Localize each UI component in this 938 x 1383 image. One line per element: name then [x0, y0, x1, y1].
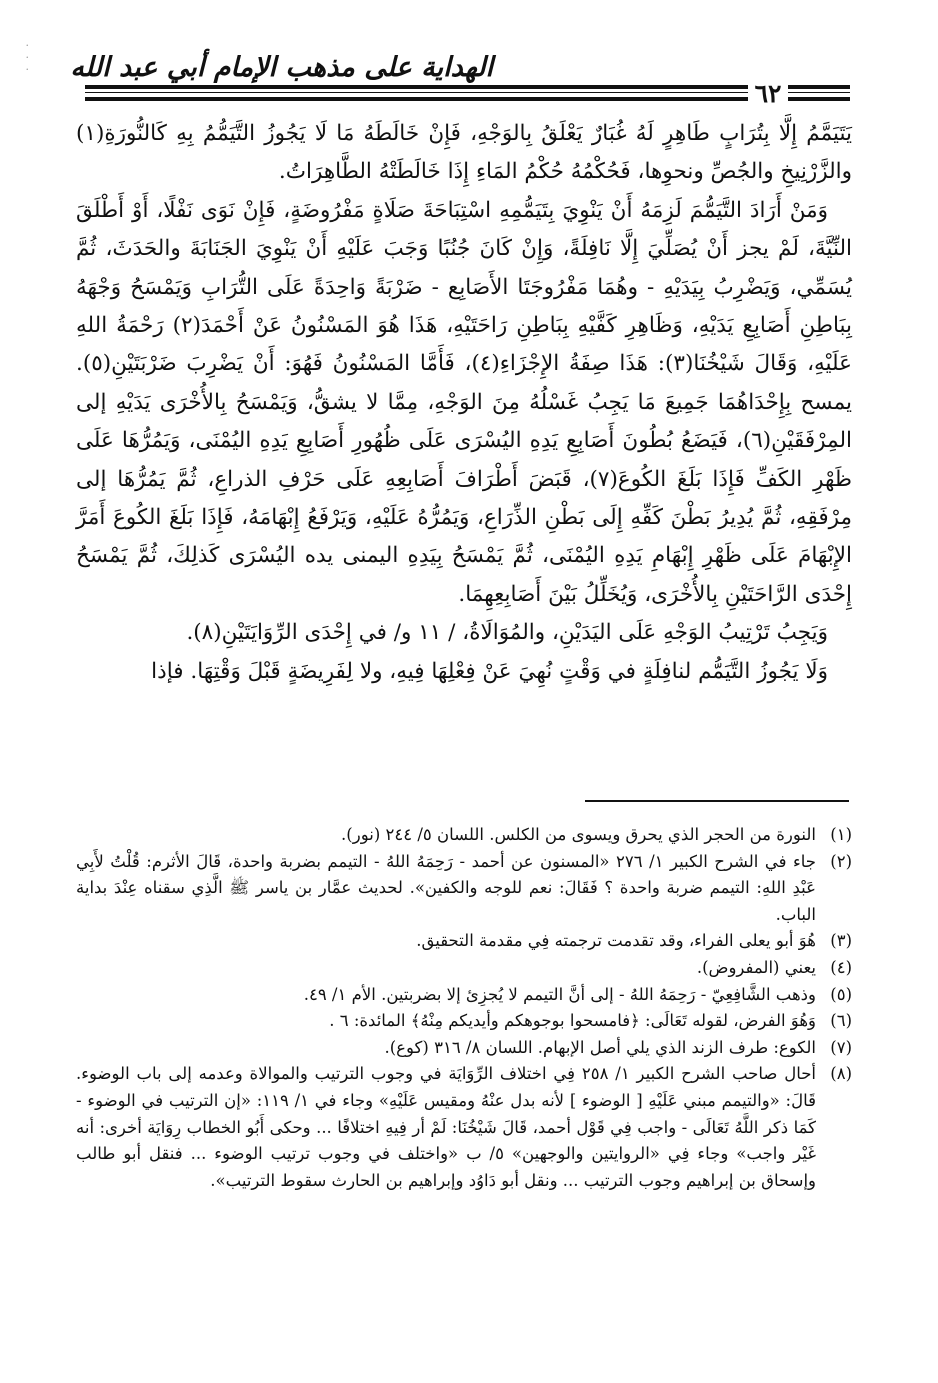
paragraph: يَتَيَمَّمُ إِلَّا بِتُرَابٍ طَاهِرٍ لَهُ غُبَارٌ يَعْلَقُ بِالوَجْهِ، فَإِنْ خَالَطَهُ مَا لَا يَجُوزُ التَّيَمُّمُ بِهِ كَالنُّورَةِ(١) والزَّرْنِيخِ والجُصِّ ونحوِها، فَحُكْمُهُ حُكْمُ المَاءِ إِذَا خَالَطَتْهُ الطَّاهِرَاتُ.: [76, 121, 852, 185]
footnote-text: وَهُوَ الفرض، لقوله تَعَالَى: ﴿فامسحوا بوجوهكم وأيديكم مِنْهُ﴾ المائدة: ٦ .: [329, 1011, 816, 1031]
footnote-text: يعني (المفروض).: [696, 957, 816, 977]
footnote-number: (٣): [830, 931, 852, 951]
footnote: [76, 1061, 852, 1194]
footnote: [76, 822, 852, 849]
footnote-number: (٨): [830, 1064, 852, 1084]
footnote-number: (٦): [830, 1011, 852, 1031]
footnote-number: (٧): [830, 1037, 852, 1057]
footnote: [76, 928, 852, 955]
footnote-text: وذهب الشَّافِعِيّ - رَحِمَهُ اللهُ - إلى أنَّ التيمم لا يُجزِئ إلا بضربتين. الأم ١/ ٤٩.: [303, 984, 816, 1004]
footnote-text: النورة من الحجر الذي يحرق ويسوى من الكلس. اللسان ٥/ ٢٤٤ (نور).: [341, 825, 816, 844]
paragraph: وَيَجِبُ تَرْتِيبُ الوَجْهِ عَلَى اليَدَيْنِ، والمُوَالَاةُ، / ١١ و/ في إِحْدَى الرِّوَايَتَيْنِ(٨).: [186, 620, 828, 646]
footnote-separator: [585, 800, 849, 802]
running-title: الهداية على مذهب الإمام أبي عبد الله: [70, 52, 493, 83]
header-rule-middle: [85, 92, 850, 93]
paragraph: وَمَنْ أَرَادَ التَّيَمُّمَ لَزِمَهُ أَنْ يَنْوِيَ بِتَيَمُّمِهِ اسْتِبَاحَةَ صَلَاةٍ مَفْرُوضَةٍ، فَإِنْ نَوَى نَفْلًا، أَوْ أَطْلَقَ النِّيَّةَ، لَمْ يجز أَنْ يُصَلِّيَ إِلَّا نَافِلَةً، وَإِنْ كَانَ جُنُبًا وَجَبَ عَلَيْهِ أَنْ يَنْوِيَ الجَنَابَةَ والحَدَثَ، ثُمَّ يُسَمِّي، وَيَضْرِبُ بِيَدَيْهِ - وهُمَا مَفْرُوجَتَا الأَصَابِع - ضَرْبَةً وَاحِدَةً عَلَى التُّرَابِ وَيَمْسَحُ وَجْهَهُ بِبَاطِنِ أَصَابِعِ يَدَيْهِ، وَظَاهِرِ كَفَّيْهِ بِبَاطِنِ رَاحَتَيْهِ، هَذَا هُوَ المَسْنُونُ عَنْ أَحْمَدَ(٢) رَحْمَةُ اللهِ عَلَيْهِ، وَقَالَ شَيْخُنَا(٣): هَذَا صِفَةُ الإِجْزَاءِ(٤)، فَأَمَّا المَسْنُونُ فَهُوَ: أَنْ يَضْرِبَ ضَرْبَتَيْنِ(٥). يمسح بِإِحْدَاهُمَا جَمِيعَ مَا يَجِبُ غَسْلُهُ مِنَ الوَجْهِ، مِمَّا لا يشقُّ، وَيَمْسَحُ بِالأُخْرَى يَدَيْهِ إلى المِرْفَقَيْنِ(٦)، فَيَضَعُ بُطُونَ أَصَابِعِ يَدِهِ اليُسْرَى عَلَى ظُهُورِ أَصَابِعِ يَدِهِ اليُمْنَى، وَيَمُرُّهَا عَلَى ظَهْرِ الكَفِّ فَإِذَا بَلَغَ الكُوعَ(٧)، قَبَضَ أَطْرَافَ أَصَابِعِهِ عَلَى حَرْفِ الذراعِ، ثُمَّ يَمُرُّهَا إلى مِرْفَقِهِ، ثُمَّ يُدِيرُ بَطْنَ كَفِّهِ إِلَى بَطْنِ الذِّرَاعِ، وَيَمُرُّهُ عَلَيْهِ، وَيَرْفَعُ إِبْهَامَهُ، فَإِذَا بَلَغَ الكُوعَ أَمَرَّ الإِبْهَامَ عَلَى ظَهْرِ إِبْهَامِ يَدِهِ اليُمْنَى، ثُمَّ يَمْسَحُ بِيَدِهِ اليمنى يده اليُسْرَى كَذلِكَ، ثُمَّ يَمْسَحُ إِحْدَى الرَّاحَتَيْنِ بِالأُخْرَى، وَيُخَلِّلُ بَيْنَ أَصَابِعِهِمَا.: [76, 197, 853, 607]
footnote: [76, 955, 852, 982]
footnote-number: (١): [830, 825, 852, 844]
paragraph: وَلَا يَجُوزُ التَّيَمُّم لنافِلَةٍ في وَقْتٍ نُهِيَ عَنْ فِعْلِهَا فِيهِ، ولا لِفَرِيضَةٍ قَبْلَ وَقْتِهَا. فإذا: [151, 658, 828, 684]
main-text: [76, 115, 852, 691]
page-number: ٦٢: [748, 80, 788, 108]
footnote: [76, 1008, 852, 1035]
footnote-text: أحال صاحب الشرح الكبير ١/ ٢٥٨ فِي اختلاف الرِّوَايَة في وجوب الترتيب والموالاة وعدمه إلى باب الوضوء. قَالَ: «والتيمم مبني عَلَيْهِ [ الوضوء ] لأنه بدل عنْهُ ومقيس عَلَيْهِ» وجاء في ١/ ١١٩: «إن الترتيب في الوضوء - كَمَا ذكر اللَّهُ تَعَالَى - واجب فِي قَوْل أحمد، قَالَ شَيْخُنَا: لَمْ أر فِيهِ اختلافًا ... وحكى أَبُو الخطاب رِوَايَة أخرى: أنه غَيْر واجب» وجاء فِي «الروايتين والوجهين» ٥/ ب «واختلف في وجوب ترتيب الوضوء ... فنقل أبو طالب وإسحاق بن إبراهيم وجوب الترتيب ... ونقل أبو دَاوُد وإبراهيم بن الحارث سقوط الترتيب».: [76, 1064, 817, 1190]
footnote: [76, 849, 852, 929]
footnote: [76, 982, 852, 1009]
footnote-text: جاء في الشرح الكبير ١/ ٢٧٦ «المسنون عن أحمد - رَحِمَهُ اللهُ - التيمم بضربة واحدة، قَالَ الأثرم: قُلْتُ لأَبِي عَبْدِ اللهِ: التيمم ضربة واحدة ؟ فَقَالَ: نعم للوجه والكفين». لحديث عمَّار بن ياسر ﷺ الَّذِي سقناه عِنْدَ بداية الباب.: [76, 851, 816, 924]
header-rule-bottom: [85, 97, 850, 101]
footnotes: [76, 822, 852, 1194]
footnote-text: هُوَ أبو يعلى الفراء، وقد تقدمت ترجمته فِي مقدمة التحقيق.: [416, 931, 816, 951]
footnote-number: (٢): [830, 851, 852, 871]
header-rule-top: [85, 85, 850, 89]
footnote-number: (٥): [830, 984, 852, 1004]
footnote-number: (٤): [830, 957, 852, 977]
footnote: [76, 1035, 852, 1062]
scan-margin-mark: · · ·: [25, 39, 29, 76]
footnote-text: الكوع: طرف الزند الذي يلي أصل الإبهام. اللسان ٨/ ٣١٦ (كوع).: [384, 1037, 816, 1057]
